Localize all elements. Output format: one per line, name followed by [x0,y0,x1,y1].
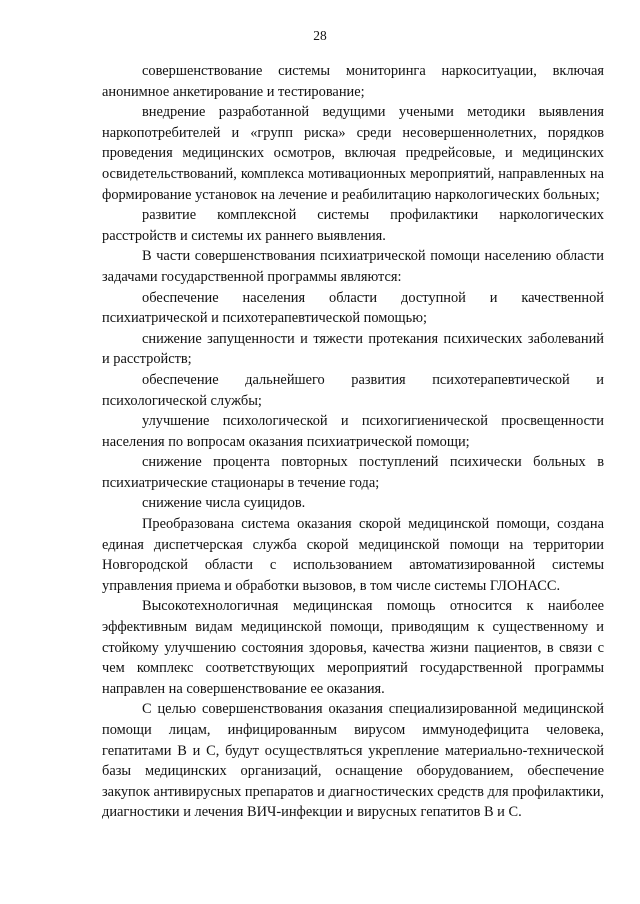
page-number: 28 [313,28,327,43]
paragraph-accessible-care: обеспечение населения области доступной и качественной психиатрической и психотерапевтической помощью; [102,289,604,327]
paragraph-monitoring: совершенствование системы мониторинга наркоситуации, включая анонимное анкетирование и тестирование; [102,63,604,100]
paragraph-readmission-reduction: снижение процента повторных поступлений психически больных в психиатрические стационары в течение года; [102,454,604,491]
document-body [102,61,604,823]
paragraph-high-tech-care: Высокотехнологичная медицинская помощь относится к наиболее эффективным видам медицинской помощи, приводящим к существенному и стойкому улучшению состояния здоровья, качества жизни пациентов, в связи с чем комплекс соответствующих мероприятий государственной программы направлен на совершенствование ее оказания. [102,598,604,697]
paragraph-suicide-reduction: снижение числа суицидов. [142,495,306,512]
paragraph-psychological-awareness: улучшение психологической и психогигиенической просвещенности населения по вопросам оказания психиатрической помощи; [102,413,604,450]
paragraph-hiv-hepatitis: С целью совершенствования оказания специализированной медицинской помощи лицам, инфицированным вирусом иммунодефицита человека, гепатитами В и С, будут осуществляться укрепление материально-технической базы медицинских организаций, оснащение оборудованием, обеспечение закупок антивирусных препаратов и диагностических средств для профилактики, диагностики и лечения ВИЧ-инфекции и вирусных гепатитов В и С. [102,701,604,821]
paragraph-methodology: внедрение разработанной ведущими учеными методики выявления наркопотребителей и «групп риска» среди несовершеннолетних, порядков проведения медицинских осмотров, включая предрейсовые, и медицинских освидетельствований, комплекса мотивационных мероприятий, направленных на формирование установок на лечение и реабилитацию наркологических больных; [102,104,604,203]
paragraph-emergency-care: Преобразована система оказания скорой медицинской помощи, создана единая диспетчерская служба скорой медицинской помощи на территории Новгородской области с использованием автоматизированной системы управления приема и обработки вызовов, в том числе системы ГЛОНАСС. [102,516,604,594]
paragraph-psychiatric-tasks-intro: В части совершенствования психиатрической помощи населению области задачами государственной программы являются: [102,248,604,285]
paragraph-prevention-system: развитие комплексной системы профилактики наркологических расстройств и системы их раннего выявления. [102,207,604,244]
paragraph-psychotherapy-service: обеспечение дальнейшего развития психотерапевтической и психологической службы; [102,371,604,409]
paragraph-severity-reduction: снижение запущенности и тяжести протекания психических заболеваний и расстройств; [102,330,604,368]
